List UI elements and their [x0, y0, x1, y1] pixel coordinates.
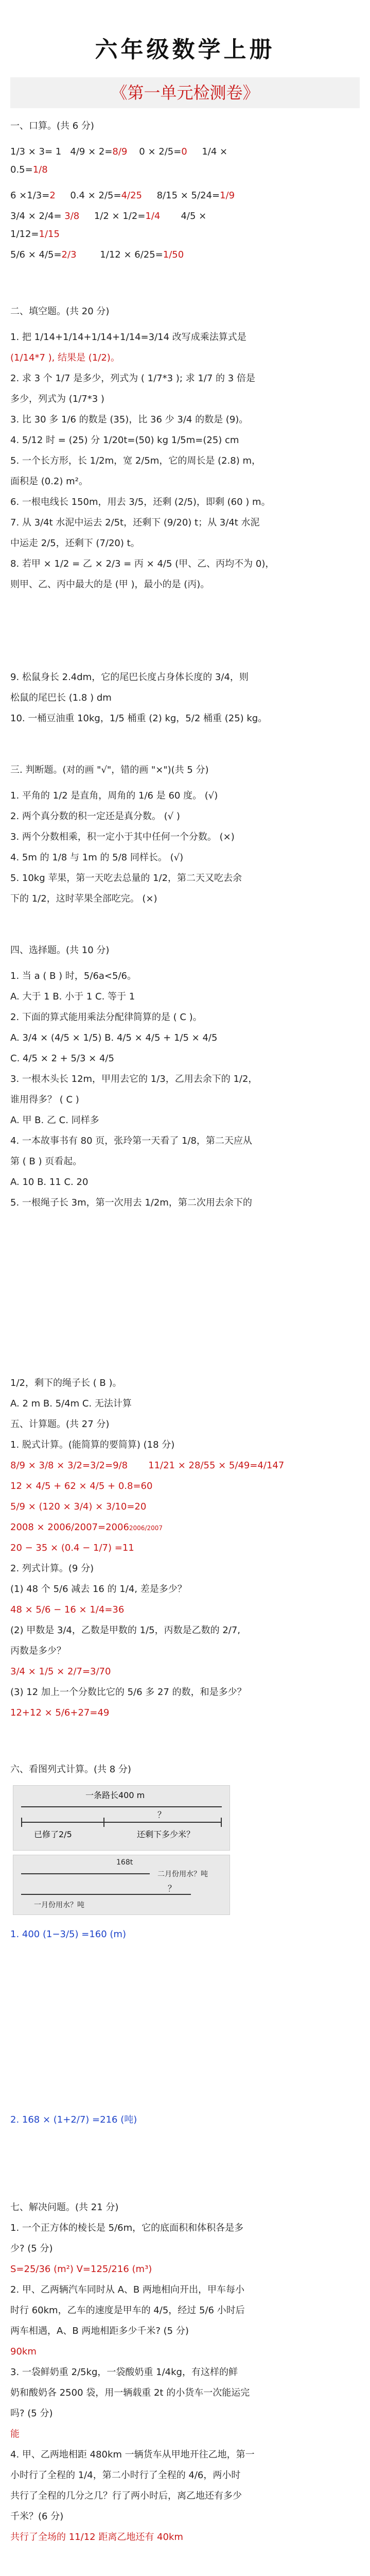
- word-calc-1: (1) 48 个 5/6 减去 16 的 1/4, 差是多少？: [10, 1584, 187, 1595]
- fill-q8-line1: 8. 若甲 × 1/2 = 乙 × 2/3 = 丙 × 4/5 (甲、乙、丙均不为 0)，: [10, 558, 275, 569]
- figure-road-tick-end: [221, 1818, 222, 1827]
- choice-q1: 1. 当 a ( B ) 时，5/6a<5/6。: [10, 971, 136, 981]
- calc-row-5: [10, 1520, 360, 1536]
- section-3-heading: 三. 判断题。(对的画 "√"，错的画 "×")(共 5 分): [10, 765, 209, 775]
- oral-row-2: [10, 162, 360, 178]
- choice-q4-line1: 4. 一本故事书有 80 页，张玲第一天看了 1/8，第二天应从: [10, 1136, 252, 1146]
- word-calc-2-line1: (2) 甲数是 3/4，乙数是甲数的 1/5，丙数是乙数的 2/7,: [10, 1625, 241, 1636]
- choice-q3-line1: 3. 一根木头长 12m，甲用去它的 1/3，乙用去余下的 1/2，: [10, 1074, 258, 1084]
- fill-q2-line2: 多少，列式为 (1/7*3 ): [10, 394, 104, 404]
- oral-9: 1/2 × 1/2=: [94, 211, 146, 222]
- section-4-heading: 四、选择题。(共 10 分): [10, 945, 110, 956]
- figure-water-bar-2: [21, 1894, 191, 1895]
- fill-q1-line2: (1/14*7 ), 结果是 (1/2)。: [10, 352, 120, 363]
- section-6-heading: 六、看图列式计算。(共 8 分): [10, 1764, 131, 1775]
- oral-4: 1/4 ×: [202, 146, 228, 157]
- fill-q5-line2: 面积是 (0.2) m²。: [10, 476, 88, 487]
- fill-q7-line1: 7. 从 3/4t 水泥中运去 2/5t，还剩下 (9/20) t；从 3/4t 水泥: [10, 517, 260, 528]
- oral-11: 5/6 × 4/5=: [10, 249, 62, 260]
- oral-1: 1/3 × 3= 1: [10, 146, 62, 157]
- oral-10: 4/5 ×: [181, 211, 207, 222]
- judge-q5-line2: 下的 1/2，这时苹果全部吃完。 (×): [10, 893, 157, 904]
- figure-water-bar-1: [21, 1873, 150, 1874]
- fill-q9-line2: 松鼠的尾巴长 (1.8 ) dm: [10, 692, 112, 703]
- judge-q2: 2. 两个真分数的积一定还是真分数。 (√ ): [10, 811, 180, 822]
- word-calc-3: (3) 12 加上一个分数比它的 5/6 多 27 的数，和是多少？: [10, 1687, 246, 1698]
- solve-q4-answer: 共行了全场的 11/12 距离乙地还有 40km: [10, 2532, 183, 2543]
- word-calc-2-answer: 3/4 × 1/5 × 2/7=3/70: [10, 1666, 111, 1677]
- figure-water: [13, 1855, 230, 1915]
- oral-3: 0 × 2/5=: [139, 146, 182, 157]
- oral-row-5: [10, 227, 360, 242]
- calc-sub1-heading: 1. 脱式计算。(能简算的要简算) (18 分): [10, 1439, 175, 1450]
- oral-12: 1/12 × 6/25=: [100, 249, 163, 260]
- word-calc-1-answer: 48 × 5/6 − 16 × 1/4=36: [10, 1604, 125, 1615]
- oral-5: 6 ×1/3=: [10, 190, 50, 201]
- choice-q5-line1: 5. 一根绳子长 3m，第一次用去 1/2m，第二次用去余下的: [10, 1197, 252, 1208]
- calc-row-1: [10, 1458, 360, 1473]
- oral-row-3: [10, 188, 360, 204]
- figure-water-jan-label: 一月份用水？吨: [34, 1901, 84, 1909]
- oral-8-answer: 3/8: [64, 211, 80, 222]
- section-5-heading: 五、计算题。(共 27 分): [10, 1419, 110, 1430]
- choice-q5-line2: 1/2，剩下的绳子长 ( B )。: [10, 1378, 122, 1388]
- figure-road-tick-start: [21, 1818, 22, 1827]
- choice-q3-options: A. 甲 B. 乙 C. 同样多: [10, 1115, 99, 1126]
- oral-4-answer: 1/8: [32, 164, 48, 175]
- calc-1: 8/9 × 3/8 × 3/2=3/2=9/8: [10, 1460, 128, 1471]
- solve-q2-line2: 时行 60km，乙车的速度是甲车的 4/5，经过 5/6 小时后: [10, 2305, 245, 2316]
- oral-row-6: [10, 247, 360, 263]
- figure-road: [13, 1785, 230, 1851]
- oral-row-4: [10, 209, 360, 224]
- solve-q2-line1: 2. 甲、乙两辆汽车同时从 A、B 两地相向开出，甲车每小: [10, 2284, 244, 2295]
- figure-road-bracket: [21, 1806, 222, 1807]
- judge-q3: 3. 两个分数相乘，积一定小于其中任何一个分数。 (×): [10, 832, 235, 842]
- oral-row-1: [10, 144, 360, 160]
- choice-q2: 2. 下面的算式能用乘法分配律简算的是 ( C )。: [10, 1012, 202, 1023]
- choice-q4-options: A. 10 B. 11 C. 20: [10, 1177, 89, 1188]
- oral-2-answer: 8/9: [112, 146, 128, 157]
- solve-q4-line4: 千米？(6 分): [10, 2511, 64, 2522]
- oral-6: 0.4 × 2/5=: [70, 190, 121, 201]
- oral-10-cont: 1/12=: [10, 229, 39, 240]
- figure-road-question: ？: [157, 1810, 166, 1820]
- figure-water-question: ？: [168, 1884, 177, 1893]
- calc-4: 5/9 × (120 × 3/4) × 3/10=20: [10, 1501, 147, 1512]
- word-calc-3-answer: 12+12 × 5/6+27=49: [10, 1707, 110, 1718]
- figure-road-remaining-label: 还剩下多少米？: [137, 1829, 195, 1839]
- oral-11-answer: 2/3: [61, 249, 77, 260]
- fill-q9-line1: 9. 松鼠身长 2.4dm，它的尾巴长度占身体长度的 3/4，则: [10, 672, 249, 683]
- figure-answer-1: 1. 400 (1−3/5) =160 (m): [10, 1929, 126, 1940]
- choice-q4-line2: 第 ( B ) 页看起。: [10, 1156, 82, 1167]
- oral-2: 4/9 × 2=: [70, 146, 113, 157]
- oral-3-answer: 0: [181, 146, 187, 157]
- solve-q3-line3: 吗? (5 分): [10, 2408, 53, 2419]
- fill-q7-line2: 中运走 2/5，还剩下 (7/20) t。: [10, 538, 140, 549]
- choice-q2-options-ab: A. 3/4 × (4/5 × 1/5) B. 4/5 × 4/5 + 1/5 × 4/5: [10, 1032, 218, 1043]
- fill-q8-line2: 则甲、乙、丙中最大的是 (甲 )，最小的是 (丙)。: [10, 579, 210, 590]
- oral-12-answer: 1/50: [163, 249, 184, 260]
- page-subtitle: 《第一单元检测卷》: [111, 83, 259, 103]
- oral-8: 3/4 × 2/4=: [10, 211, 62, 222]
- calc-6: 20 − 35 × (0.4 − 1/7) =11: [10, 1543, 134, 1553]
- solve-q1-answer: S=25/36 (m²) V=125/216 (m³): [10, 2264, 152, 2275]
- solve-q1-line1: 1. 一个正方体的棱长是 5/6m，它的底面积和体积各是多: [10, 2223, 244, 2233]
- figure-road-done-label: 已修了2/5: [34, 1829, 72, 1839]
- oral-10-answer: 1/15: [39, 229, 60, 240]
- oral-6-answer: 4/25: [121, 190, 142, 201]
- solve-q3-answer: 能: [10, 2429, 20, 2439]
- solve-q4-line2: 小时行了全程的 1/4，第二小时行了全程的 4/6，两小时: [10, 2470, 241, 2481]
- fill-q3: 3. 比 30 多 1/6 的数是 (35)，比 36 少 3/4 的数是 (9)。: [10, 414, 249, 425]
- fill-q5-line1: 5. 一个长方形，长 1/2m，宽 2/5m，它的周长是 (2.8) m，: [10, 455, 261, 466]
- oral-5-answer: 2: [49, 190, 56, 201]
- solve-q3-line1: 3. 一袋鲜奶重 2/5kg，一袋酸奶重 1/4kg，有这样的鲜: [10, 2367, 238, 2378]
- oral-4-cont: 0.5=: [10, 164, 33, 175]
- calc-5-fraction: 2006/2007: [129, 1524, 163, 1532]
- calc-sub2-heading: 2. 列式计算。(9 分): [10, 1563, 94, 1574]
- choice-q2-option-c: C. 4/5 × 2 + 5/3 × 4/5: [10, 1053, 114, 1064]
- solve-q4-line1: 4. 甲、乙两地相距 480km 一辆货车从甲地开往乙地，第一: [10, 2449, 255, 2460]
- page-title: 六年级数学上册: [95, 37, 275, 63]
- fill-q2-line1: 2. 求 3 个 1/7 是多少，列式为 ( 1/7*3 ); 求 1/7 的 3 倍是: [10, 373, 255, 384]
- subtitle-banner: [10, 77, 360, 108]
- figure-road-tick-mid: [103, 1818, 104, 1827]
- calc-2: 11/21 × 28/55 × 5/49=4/147: [148, 1460, 285, 1471]
- solve-q2-line3: 两车相遇，A、B 两地相距多少千米? (5 分): [10, 2326, 189, 2336]
- choice-q1-options: A. 大于 1 B. 小于 1 C. 等于 1: [10, 991, 135, 1002]
- oral-7: 8/15 × 5/24=: [156, 190, 220, 201]
- choice-q5-options: A. 2 m B. 5/4m C. 无法计算: [10, 1398, 132, 1409]
- fill-q1-line1: 1. 把 1/14+1/14+1/14+1/14=3/14 改写成乘法算式是: [10, 332, 246, 343]
- solve-q4-line3: 共行了全程的几分之几？行了两小时后，离乙地还有多少: [10, 2490, 242, 2501]
- section-2-heading: 二、填空题。(共 20 分): [10, 306, 110, 317]
- judge-q4: 4. 5m 的 1/8 与 1m 的 5/8 同样长。 (√): [10, 852, 184, 863]
- solve-q2-answer: 90km: [10, 2346, 37, 2357]
- figure-answer-2: 2. 168 × (1+2/7) =216 (吨): [10, 2114, 137, 2125]
- oral-9-answer: 1/4: [145, 211, 161, 222]
- calc-5: 2008 × 2006/2007=2006: [10, 1522, 129, 1533]
- judge-q5-line1: 5. 10kg 苹果，第一天吃去总量的 1/2，第二天又吃去余: [10, 873, 242, 884]
- figure-water-feb-label: 二月份用水？吨: [157, 1870, 208, 1878]
- oral-7-answer: 1/9: [220, 190, 235, 201]
- figure-road-total-label: 一条路长400 m: [85, 1790, 145, 1800]
- solve-q1-line2: 少? (5 分): [10, 2243, 53, 2254]
- fill-q6: 6. 一根电线长 150m，用去 3/5，还剩 (2/5)，即剩 (60 ) m。: [10, 497, 271, 507]
- word-calc-2-line2: 丙数是多少？: [10, 1646, 66, 1656]
- figure-water-top-label: 168t: [116, 1858, 133, 1867]
- solve-q3-line2: 奶和酸奶各 2500 袋，用一辆载重 2t 的小货车一次能运完: [10, 2387, 250, 2398]
- figure-road-line: [21, 1822, 222, 1823]
- section-7-heading: 七、解决问题。(共 21 分): [10, 2202, 119, 2213]
- choice-q3-line2: 谁用得多？ ( C ): [10, 1094, 79, 1105]
- calc-3: 12 × 4/5 + 62 × 4/5 + 0.8=60: [10, 1481, 153, 1492]
- fill-q4: 4. 5/12 时 = (25) 分 1/20t=(50) kg 1/5m=(25) cm: [10, 435, 239, 446]
- section-1-heading: 一、口算。(共 6 分): [10, 121, 94, 131]
- judge-q1: 1. 平角的 1/2 是直角，周角的 1/6 是 60 度。 (√): [10, 790, 218, 801]
- fill-q10: 10. 一桶豆油重 10kg，1/5 桶重 (2) kg，5/2 桶重 (25) kg。: [10, 713, 268, 724]
